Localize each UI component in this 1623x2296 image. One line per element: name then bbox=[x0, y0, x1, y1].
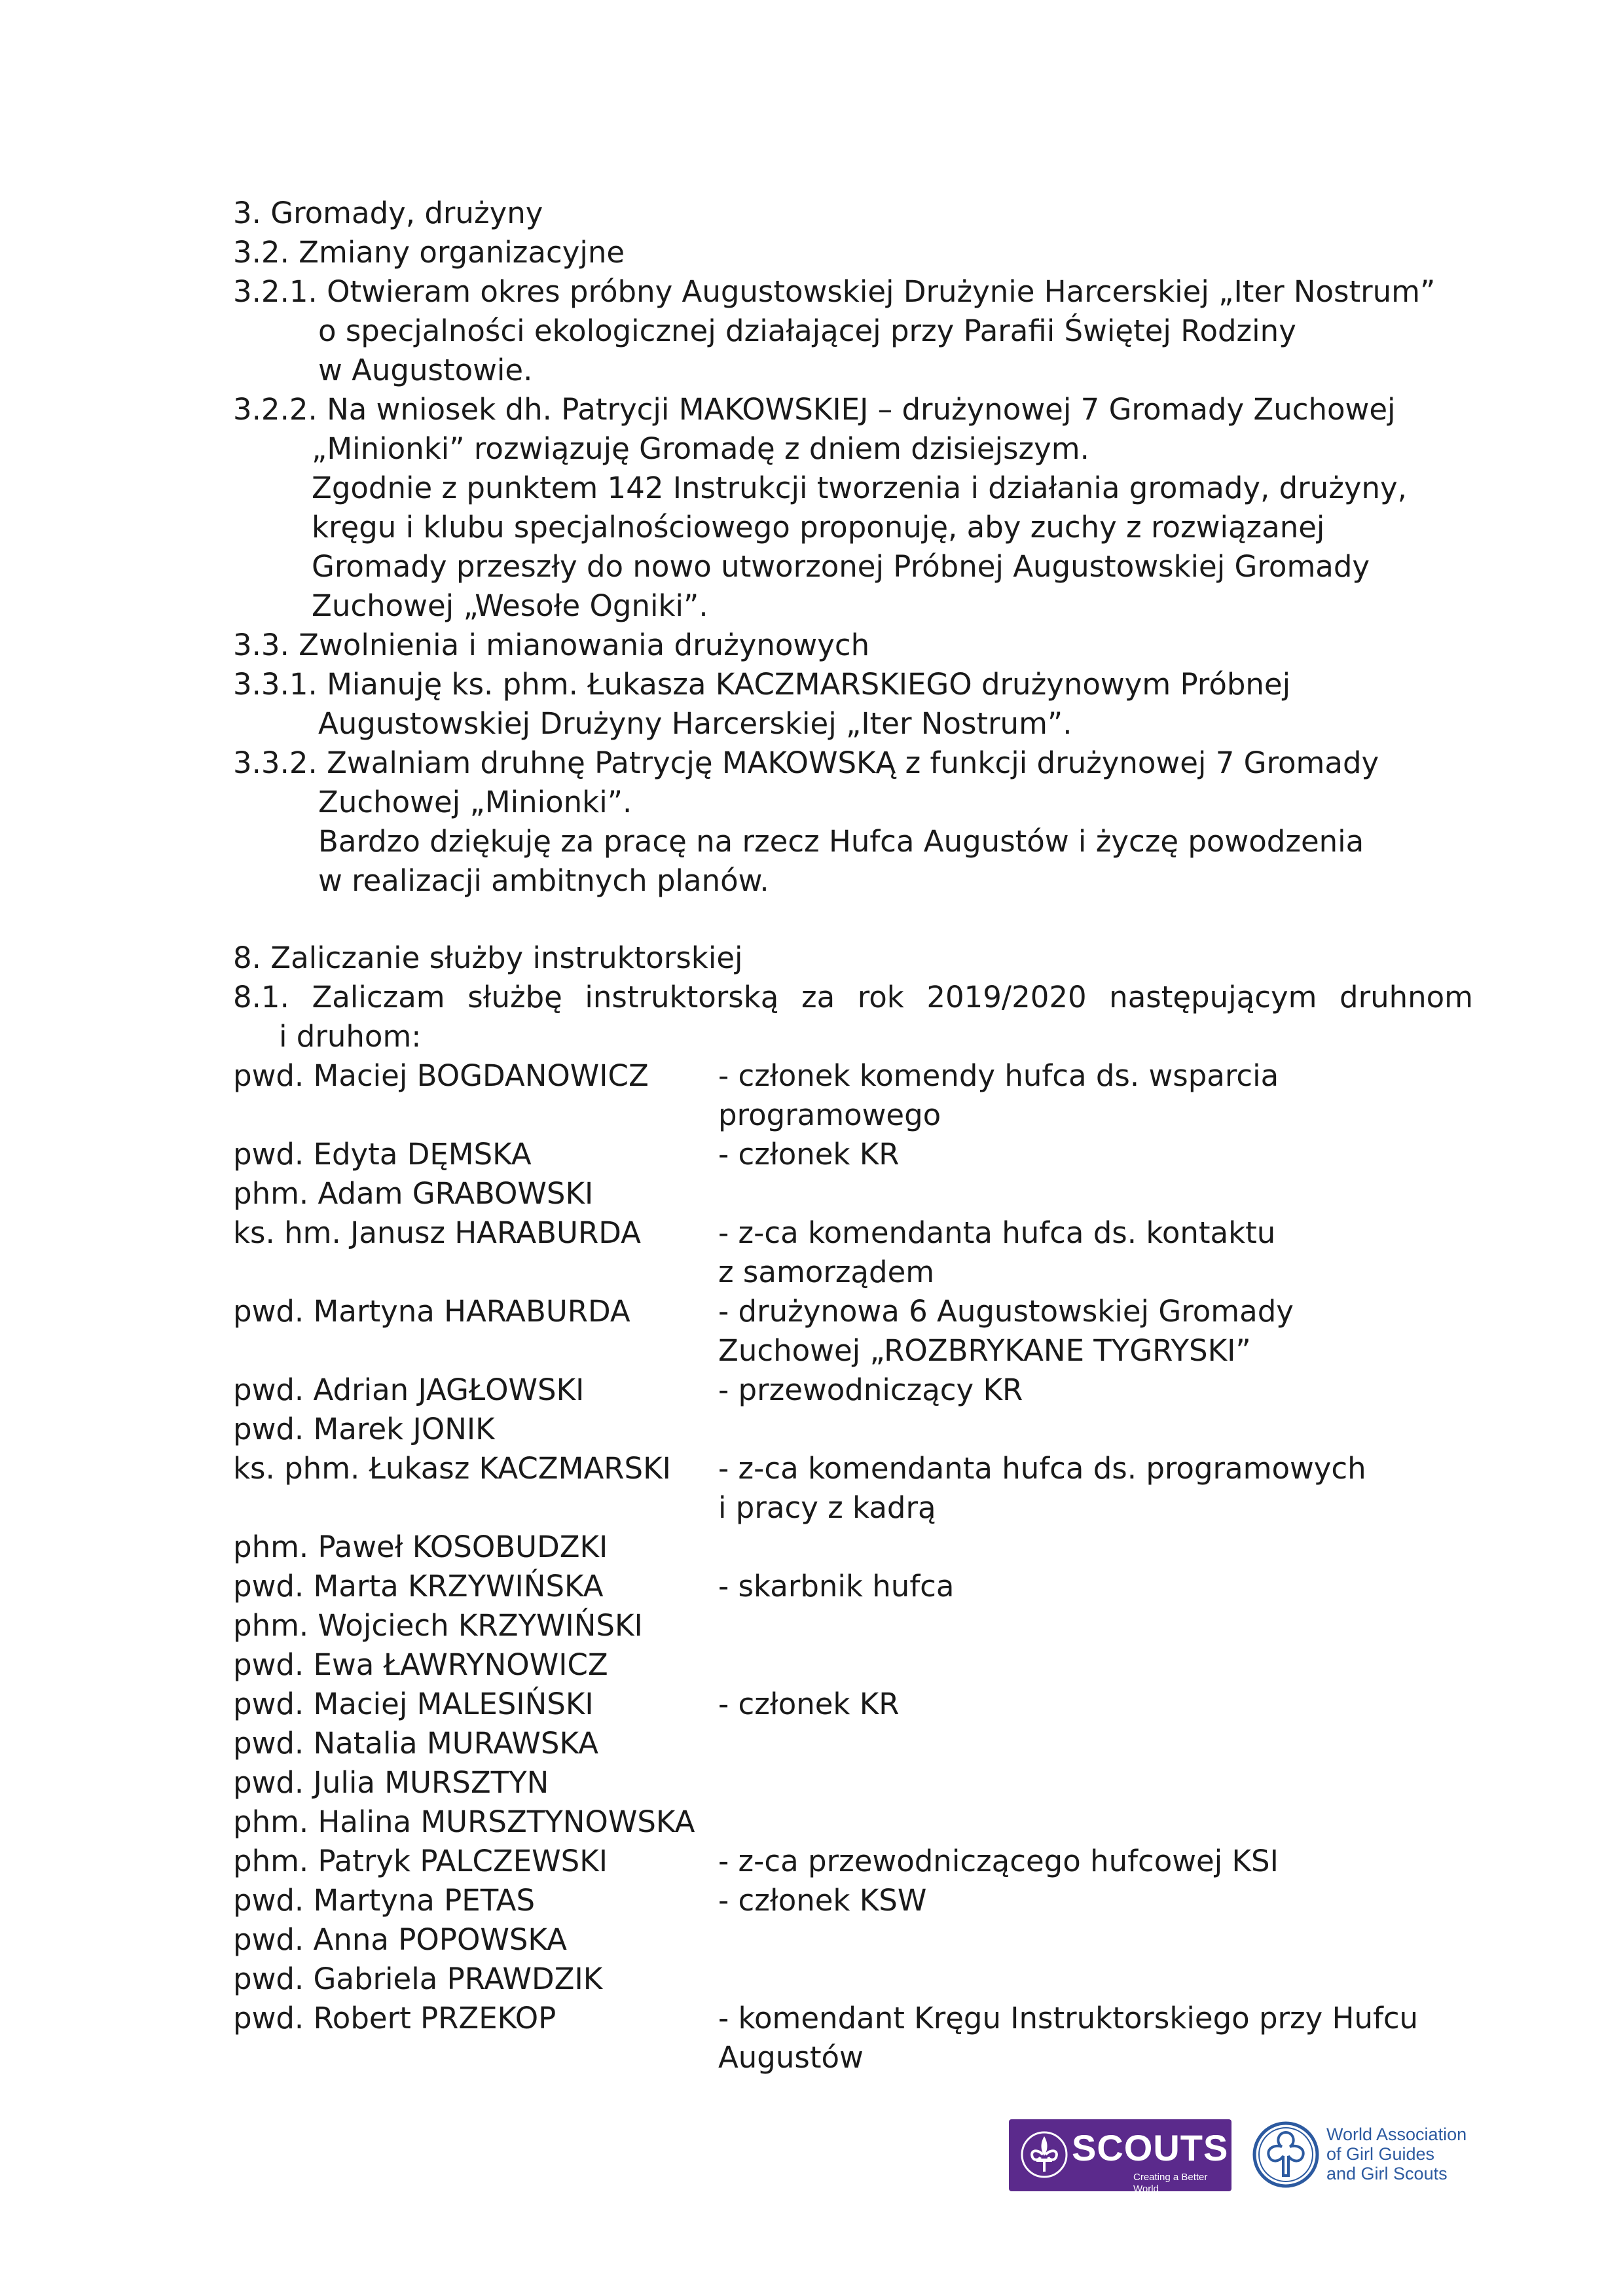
item-3-2-1-line-2: o specjalności ekologicznej działającej przy Parafii Świętej Rodziny bbox=[318, 314, 1296, 348]
instructor-role: - komendant Kręgu Instruktorskiego przy Hufcu bbox=[718, 2001, 1419, 2036]
item-3-3-1-line-1: 3.3.1. Mianuję ks. phm. Łukasza KACZMARSKIEGO drużynowym Próbnej bbox=[233, 667, 1291, 702]
instructor-role: - drużynowa 6 Augustowskiej Gromady bbox=[718, 1294, 1294, 1329]
instructor-role: - członek KR bbox=[718, 1137, 900, 1172]
instructor-role: - członek KR bbox=[718, 1687, 900, 1721]
fleur-de-lis-icon bbox=[1021, 2128, 1068, 2181]
instructor-role: Augustów bbox=[718, 2040, 864, 2075]
instructor-role: - z-ca komendanta hufca ds. programowych bbox=[718, 1451, 1366, 1486]
trefoil-icon bbox=[1252, 2121, 1320, 2189]
instructor-name: pwd. Edyta DĘMSKA bbox=[233, 1137, 532, 1172]
item-3-2-2-line-1: 3.2.2. Na wniosek dh. Patrycji MAKOWSKIEJ – drużynowej 7 Gromady Zuchowej bbox=[233, 392, 1396, 427]
instructor-name: pwd. Martyna PETAS bbox=[233, 1883, 536, 1918]
item-8-1-line-1: 8.1. Zaliczam służbę instruktorską za rok 2019/2020 następującym druhnom bbox=[233, 980, 1473, 1014]
section-3-2-heading: 3.2. Zmiany organizacyjne bbox=[233, 235, 625, 270]
scouts-logo bbox=[1009, 2119, 1231, 2195]
scouts-wordmark: SCOUTS bbox=[1072, 2127, 1229, 2168]
instructor-name: ks. phm. Łukasz KACZMARSKI bbox=[233, 1451, 671, 1486]
instructor-role: i pracy z kadrą bbox=[718, 1490, 936, 1525]
instructor-name: pwd. Martyna HARABURDA bbox=[233, 1294, 630, 1329]
instructor-name: pwd. Maciej MALESIŃSKI bbox=[233, 1687, 594, 1721]
wagggs-line-2: of Girl Guides bbox=[1326, 2144, 1435, 2164]
instructor-role: Zuchowej „ROZBRYKANE TYGRYSKI” bbox=[718, 1333, 1251, 1368]
item-3-2-2-line-3: Zgodnie z punktem 142 Instrukcji tworzenia i działania gromady, drużyny, bbox=[312, 471, 1407, 505]
item-3-2-2-line-6: Zuchowej „Wesołe Ogniki”. bbox=[312, 588, 708, 623]
instructor-name: pwd. Natalia MURAWSKA bbox=[233, 1726, 598, 1761]
wagggs-line-1: World Association bbox=[1326, 2125, 1467, 2144]
item-3-3-2-line-3: Bardzo dziękuję za pracę na rzecz Hufca Augustów i życzę powodzenia bbox=[318, 824, 1364, 859]
item-8-1-line-2: i druhom: bbox=[279, 1019, 422, 1054]
item-3-3-1-line-2: Augustowskiej Drużyny Harcerskiej „Iter Nostrum”. bbox=[318, 706, 1072, 741]
item-3-3-2-line-1: 3.3.2. Zwalniam druhnę Patrycję MAKOWSKĄ z funkcji drużynowej 7 Gromady bbox=[233, 745, 1379, 780]
item-3-3-2-line-4: w realizacji ambitnych planów. bbox=[318, 863, 769, 898]
instructor-name: pwd. Marek JONIK bbox=[233, 1412, 495, 1446]
instructor-name: pwd. Robert PRZEKOP bbox=[233, 2001, 556, 2036]
instructor-name: pwd. Gabriela PRAWDZIK bbox=[233, 1962, 603, 1996]
instructor-role: - członek komendy hufca ds. wsparcia bbox=[718, 1058, 1279, 1093]
instructor-role: - z-ca przewodniczącego hufcowej KSI bbox=[718, 1844, 1279, 1878]
instructor-name: phm. Wojciech KRZYWIŃSKI bbox=[233, 1608, 643, 1643]
item-3-2-2-line-5: Gromady przeszły do nowo utworzonej Próbnej Augustowskiej Gromady bbox=[312, 549, 1370, 584]
instructor-name: pwd. Ewa ŁAWRYNOWICZ bbox=[233, 1647, 608, 1682]
instructor-role: programowego bbox=[718, 1098, 941, 1132]
instructor-role: - przewodniczący KR bbox=[718, 1372, 1023, 1407]
instructor-name: pwd. Maciej BOGDANOWICZ bbox=[233, 1058, 649, 1093]
instructor-name: pwd. Marta KRZYWIŃSKA bbox=[233, 1569, 604, 1604]
section-8-heading: 8. Zaliczanie służby instruktorskiej bbox=[233, 941, 743, 975]
instructor-name: pwd. Anna POPOWSKA bbox=[233, 1922, 567, 1957]
instructor-name: pwd. Adrian JAGŁOWSKI bbox=[233, 1372, 585, 1407]
item-3-2-1-line-1: 3.2.1. Otwieram okres próbny Augustowskiej Drużynie Harcerskiej „Iter Nostrum” bbox=[233, 274, 1436, 309]
wagggs-wordmark bbox=[1326, 2125, 1467, 2183]
instructor-name: ks. hm. Janusz HARABURDA bbox=[233, 1215, 641, 1250]
instructor-name: phm. Halina MURSZTYNOWSKA bbox=[233, 1804, 695, 1839]
section-3-heading: 3. Gromady, drużyny bbox=[233, 196, 543, 230]
item-3-3-2-line-2: Zuchowej „Minionki”. bbox=[318, 785, 632, 819]
scouts-tagline: Creating a Better World bbox=[1133, 2172, 1208, 2195]
instructor-name: phm. Patryk PALCZEWSKI bbox=[233, 1844, 608, 1878]
item-3-2-1-line-3: w Augustowie. bbox=[318, 353, 533, 387]
instructor-role: - członek KSW bbox=[718, 1883, 927, 1918]
instructor-name: phm. Paweł KOSOBUDZKI bbox=[233, 1530, 608, 1564]
item-3-2-2-line-4: kręgu i klubu specjalnościowego proponuję, aby zuchy z rozwiązanej bbox=[312, 510, 1325, 545]
instructor-role: z samorządem bbox=[718, 1255, 935, 1289]
wagggs-line-3: and Girl Scouts bbox=[1326, 2164, 1448, 2183]
instructor-role: - skarbnik hufca bbox=[718, 1569, 955, 1604]
section-3-3-heading: 3.3. Zwolnienia i mianowania drużynowych bbox=[233, 628, 870, 662]
instructor-name: pwd. Julia MURSZTYN bbox=[233, 1765, 549, 1800]
instructor-role: - z-ca komendanta hufca ds. kontaktu bbox=[718, 1215, 1276, 1250]
item-3-2-2-line-2: „Minionki” rozwiązuję Gromadę z dniem dzisiejszym. bbox=[312, 431, 1089, 466]
instructor-name: phm. Adam GRABOWSKI bbox=[233, 1176, 594, 1211]
